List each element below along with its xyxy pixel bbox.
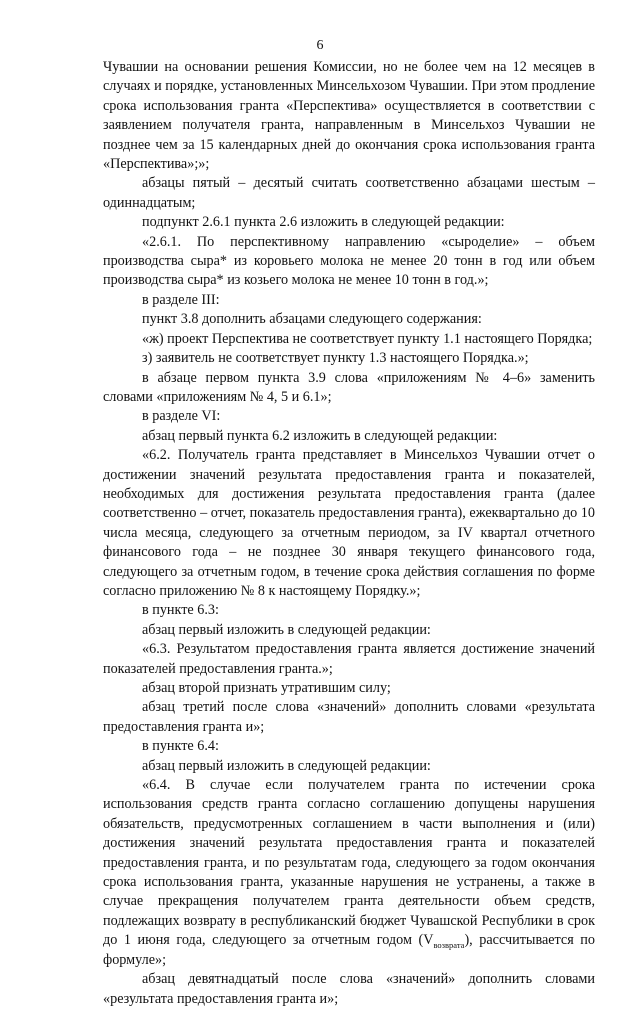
paragraph: абзацы пятый – десятый считать соответственно абзацами шестым – одиннадцатым; [103,175,595,211]
paragraph: абзац третий после слова «значений» дополнить словами «результата предоставления гранта и»; [103,699,595,735]
paragraph-continuation: Чувашии на основании решения Комиссии, но не более чем на 12 месяцев в случаях и порядке, установленных Минсельхозом Чувашии. При этом продление срока использования гранта «Перспектива» осуществляется в соответствии с заявлением получателя гранта, направленным в Минсельхоз Чувашии не позднее чем за 15 календарных дней до окончания срока использования гранта «Перспектива»;»; [103,59,595,173]
paragraph: в разделе VI: [142,408,221,425]
paragraph: в пункте 6.4: [142,738,219,755]
paragraph: в пункте 6.3: [142,602,219,619]
page-number: 6 [316,38,324,53]
paragraph: в разделе III: [142,291,220,308]
subscript: возврата [433,940,465,951]
document-body [103,58,595,1009]
paragraph: в абзаце первом пункта 3.9 слова «приложениям № 4–6» заменить словами «приложениям № 4, 5 и 6.1»; [103,369,595,405]
paragraph: абзац первый изложить в следующей редакции: [142,621,431,638]
paragraph: «ж) проект Перспектива не соответствует пункту 1.1 настоящего Порядка; [142,330,593,347]
paragraph: пункт 3.8 дополнить абзацами следующего содержания: [142,311,482,328]
paragraph: абзац первый изложить в следующей редакции: [142,757,431,774]
paragraph-with-subscript [103,776,595,970]
paragraph-text-before: «6.4. В случае если получателем гранта по истечении срока использования средств гранта согласно соглашению допущены нарушения обязательств, предусмотренных соглашением в части выполнения и (или) достижения значений результата предоставления гранта и показателей предоставления гранта, и по результатам года, следующего за годом окончания срока использования гранта, указанные нарушения не устранены, а также в случае прекращения получателем гранта деятельности объем средств, подлежащих возврату в республиканский бюджет Чувашской Республики в срок до 1 июня года, следующего за отчетным годом (V [103,777,595,949]
paragraph: з) заявитель не соответствует пункту 1.3 настоящего Порядка.»; [142,350,529,367]
paragraph: подпункт 2.6.1 пункта 2.6 изложить в следующей редакции: [142,214,505,231]
paragraph: «2.6.1. По перспективному направлению «сыроделие» – объем производства сыра* из коровьего молока не менее 20 тонн в год или объем производства сыра* из козьего молока не менее 10 тонн в год.»; [103,233,595,289]
paragraph: абзац девятнадцатый после слова «значений» дополнить словами «результата предоставления гранта и»; [103,971,595,1007]
paragraph: «6.3. Результатом предоставления гранта является достижение значений показателей предоставления гранта.»; [103,641,595,677]
paragraph-text-after: ), рассчитывается по формуле»; [103,932,595,968]
paragraph: абзац второй признать утратившим силу; [142,680,391,696]
paragraph: «6.2. Получатель гранта представляет в Минсельхоз Чувашии отчет о достижении значений результата предоставления гранта и показателей, необходимых для достижения результата предоставления гранта (далее соответственно – отчет, показатель предоставления гранта), ежеквартально до 10 числа месяца, следующего за отчетным периодом, за IV квартал отчетного финансового года – не позднее 30 января текущего финансового года, следующего за отчетным годом, в течение срока действия соглашения по форме согласно приложению № 8 к настоящему Порядку.»; [103,447,595,599]
paragraph: абзац первый пункта 6.2 изложить в следующей редакции: [142,427,498,444]
